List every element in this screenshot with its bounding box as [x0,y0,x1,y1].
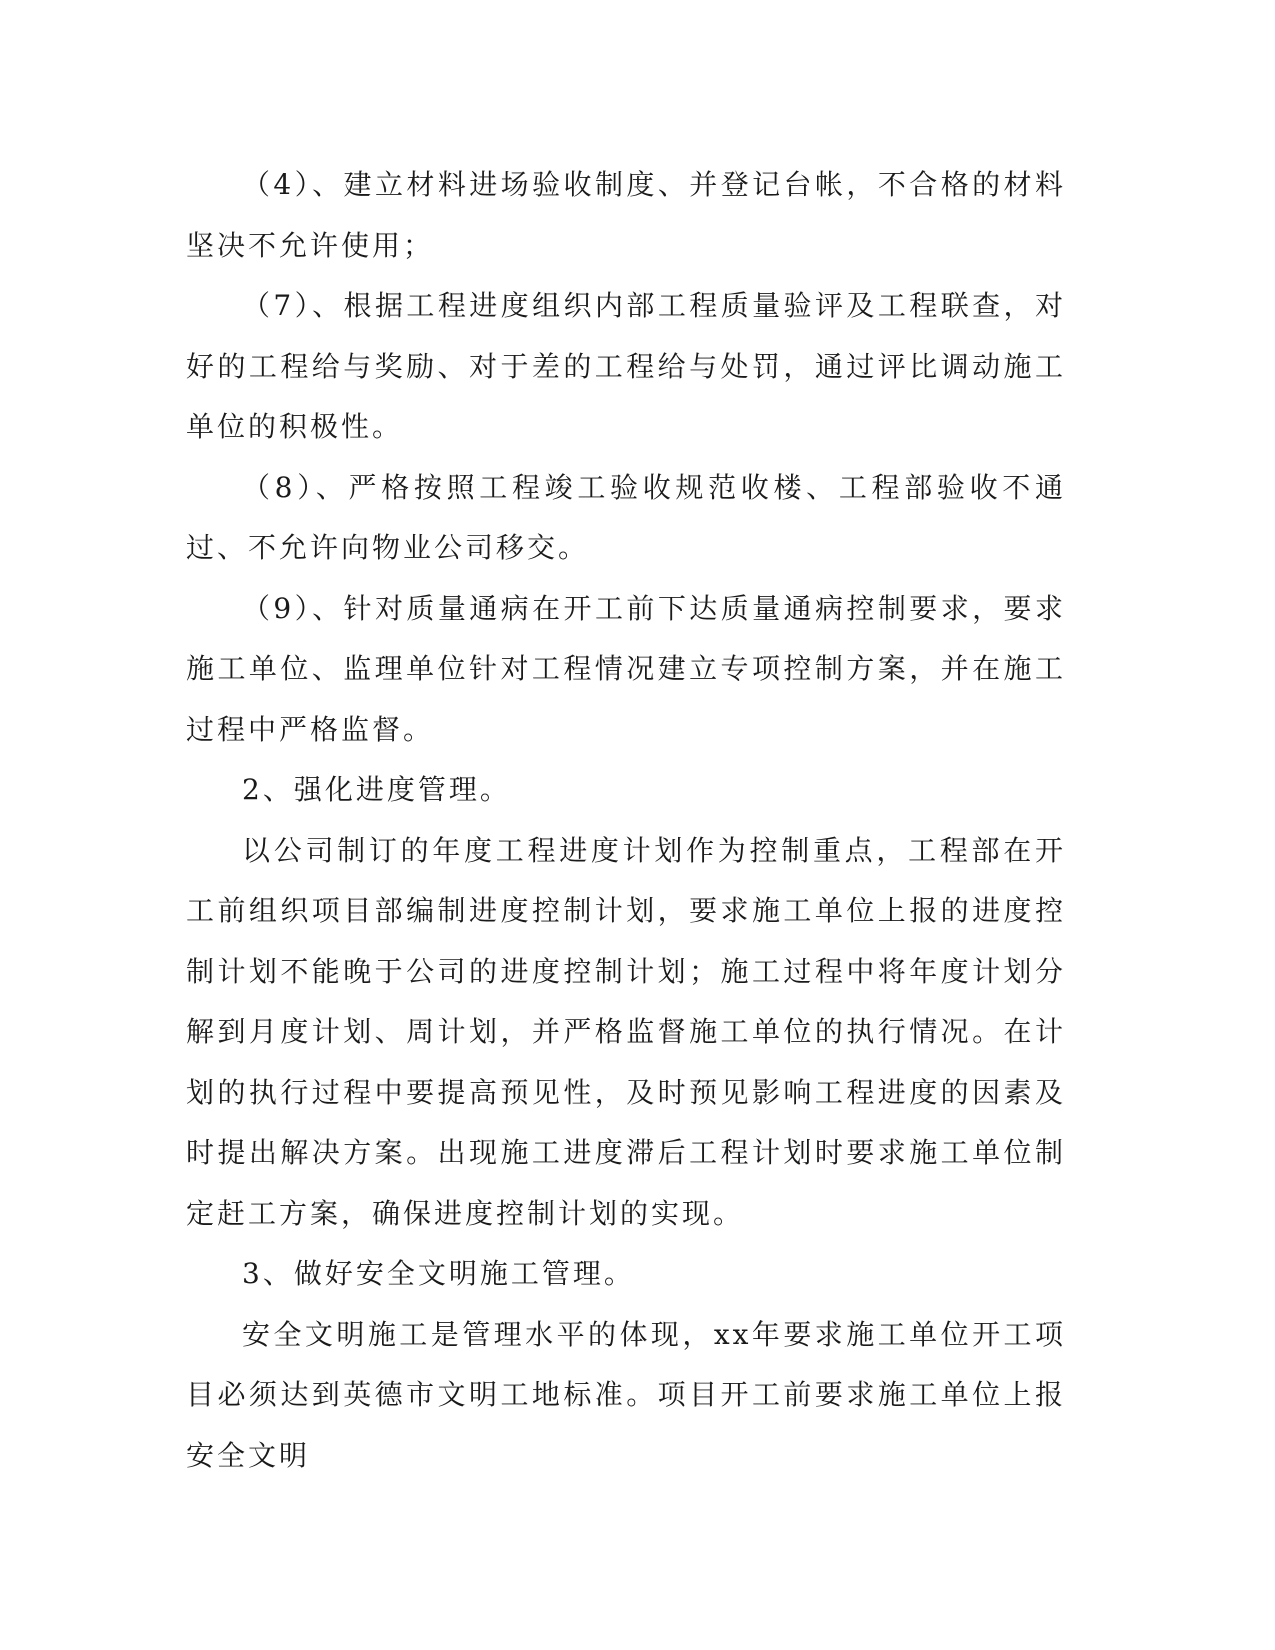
list-item-4: （4）、建立材料进场验收制度、并登记台帐，不合格的材料坚决不允许使用； [186,168,1066,262]
section-body-progress: 以公司制订的年度工程进度计划作为控制重点，工程部在开工前组织项目部编制进度控制计划，要求施工单位上报的进度控制计划不能晚于公司的进度控制计划；施工过程中将年度计划分解到月度计划、周计划，并严格监督施工单位的执行情况。在计划的执行过程中要提高预见性，及时预见影响工程进度的因素及时提出解决方案。出现施工进度滞后工程计划时要求施工单位制定赶工方案，确保进度控制计划的实现。 [186,833,1066,1230]
list-item-9: （9）、针对质量通病在开工前下达质量通病控制要求，要求施工单位、监理单位针对工程情况建立专项控制方案，并在施工过程中严格监督。 [186,591,1066,746]
section-body-safety: 安全文明施工是管理水平的体现，xx年要求施工单位开工项目必须达到英德市文明工地标准。项目开工前要求施工单位上报安全文明 [186,1317,1066,1472]
list-item-8: （8）、严格按照工程竣工验收规范收楼、工程部验收不通过、不允许向物业公司移交。 [186,470,1066,564]
document-body [186,155,1066,1486]
section-heading-progress: 2、强化进度管理。 [242,773,511,806]
section-heading-safety: 3、做好安全文明施工管理。 [242,1257,635,1290]
list-item-7: （7）、根据工程进度组织内部工程质量验评及工程联查，对好的工程给与奖励、对于差的工程给与处罚，通过评比调动施工单位的积极性。 [186,289,1066,443]
